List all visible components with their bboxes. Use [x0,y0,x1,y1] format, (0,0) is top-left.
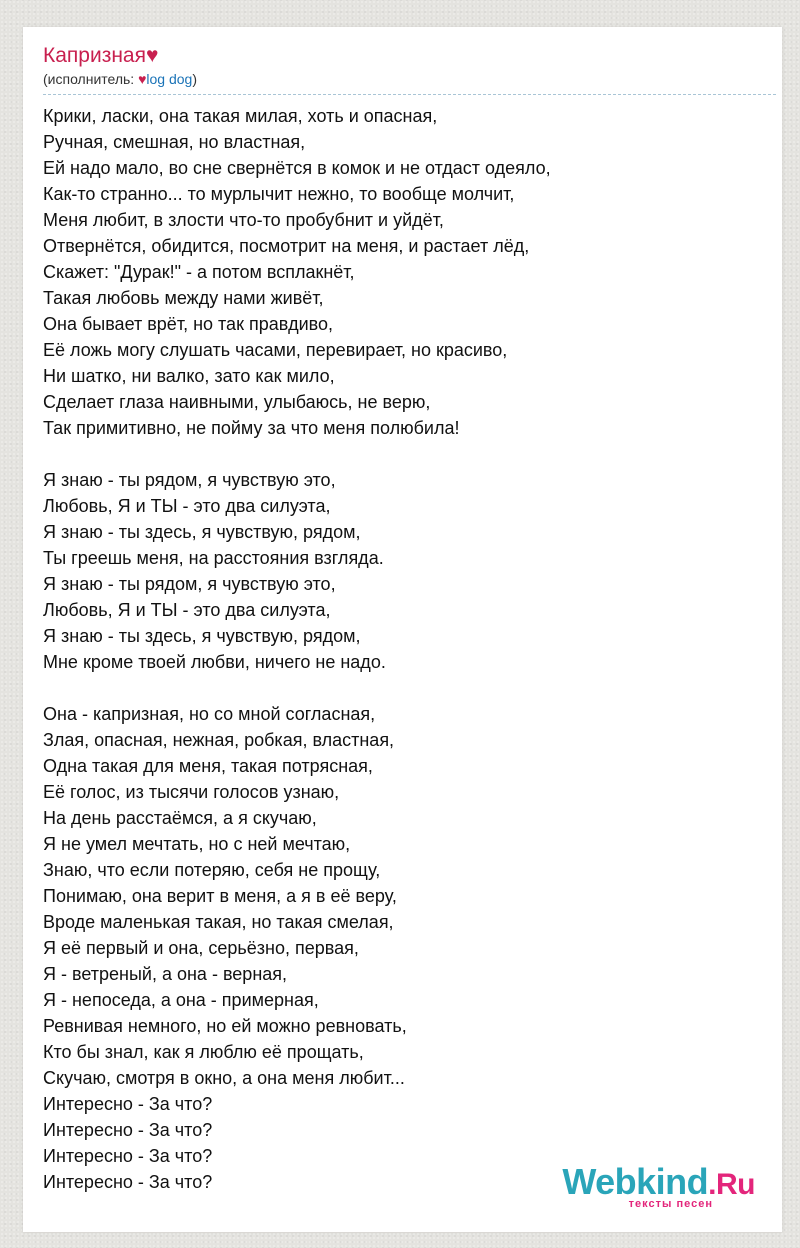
lyric-line: Одна такая для меня, такая потрясная, [43,756,373,776]
logo-ru: .Ru [708,1168,755,1201]
lyric-line: Кто бы знал, как я люблю её прощать, [43,1042,364,1062]
lyric-line: Интересно - За что? [43,1094,213,1114]
song-title [43,42,782,70]
lyric-line: Я знаю - ты рядом, я чувствую это, [43,574,336,594]
lyric-line: Ревнивая немного, но ей можно ревновать, [43,1016,407,1036]
lyric-line: Меня любит, в злости что-то пробубнит и уйдёт, [43,210,444,230]
lyric-line: Понимаю, она верит в меня, а я в её веру, [43,886,397,906]
divider [43,94,776,95]
logo-web: Web [562,1161,637,1202]
lyric-line: На день расстаёмся, а я скучаю, [43,808,317,828]
logo-kind: kind [636,1161,709,1202]
lyric-line: Её голос, из тысячи голосов узнаю, [43,782,340,802]
lyric-line: Она - капризная, но со мной согласная, [43,704,376,724]
lyric-line: Скажет: "Дурак!" - а потом всплакнёт, [43,262,355,282]
lyric-line: Сделает глаза наивными, улыбаюсь, не верю, [43,392,431,412]
lyric-line: Ей надо мало, во сне свернётся в комок и не отдаст одеяло, [43,158,551,178]
lyric-line: Так примитивно, не пойму за что меня полюбила! [43,418,460,438]
lyric-line: Интересно - За что? [43,1172,213,1192]
lyric-line: Как-то странно... то мурлычит нежно, то вообще молчит, [43,184,515,204]
heart-icon: ♥ [138,71,147,87]
lyric-line: Её ложь могу слушать часами, перевирает, но красиво, [43,340,508,360]
lyric-line: Любовь, Я и ТЫ - это два силуэта, [43,600,331,620]
lyric-line: Я не умел мечтать, но с ней мечтаю, [43,834,351,854]
lyric-line: Интересно - За что? [43,1120,213,1140]
lyric-line: Она бывает врёт, но так правдиво, [43,314,334,334]
lyrics-page [23,27,782,1232]
lyric-line: Ты греешь меня, на расстояния взгляда. [43,548,384,568]
heart-icon: ♥ [145,44,159,67]
lyric-line: Отвернётся, обидится, посмотрит на меня, и растает лёд, [43,236,530,256]
lyric-line: Знаю, что если потеряю, себя не прощу, [43,860,381,880]
artist-name: log dog [146,71,193,87]
artist-prefix: (исполнитель: [43,71,139,87]
lyric-line: Вроде маленькая такая, но такая смелая, [43,912,394,932]
site-logo[interactable] [562,1161,755,1210]
lyric-line: Я знаю - ты здесь, я чувствую, рядом, [43,626,361,646]
lyric-line: Я - ветреный, а она - верная, [43,964,288,984]
lyric-line: Такая любовь между нами живёт, [43,288,324,308]
lyric-line: Я знаю - ты здесь, я чувствую, рядом, [43,522,361,542]
lyric-line: Я её первый и она, серьёзно, первая, [43,938,359,958]
stanza [43,701,782,1195]
lyric-line: Крики, ласки, она такая милая, хоть и опасная, [43,106,438,126]
stanza [43,467,782,675]
lyric-line: Скучаю, смотря в окно, а она меня любит... [43,1068,405,1088]
logo-subtitle: тексты песен [628,1198,713,1210]
lyric-line: Мне кроме твоей любви, ничего не надо. [43,652,386,672]
lyric-line: Интересно - За что? [43,1146,213,1166]
lyric-line: Я знаю - ты рядом, я чувствую это, [43,470,336,490]
lyric-line: Я - непоседа, а она - примерная, [43,990,319,1010]
song-title-text: Капризная [43,44,146,67]
stanza [43,103,782,441]
artist-link[interactable] [138,71,192,87]
lyric-line: Любовь, Я и ТЫ - это два силуэта, [43,496,331,516]
lyric-line: Злая, опасная, нежная, робкая, властная, [43,730,395,750]
artist-suffix: ) [192,71,198,87]
lyric-line: Ни шатко, ни валко, зато как мило, [43,366,335,386]
artist-line [43,70,782,88]
lyrics-text [43,103,782,1195]
lyric-line: Ручная, смешная, но властная, [43,132,306,152]
